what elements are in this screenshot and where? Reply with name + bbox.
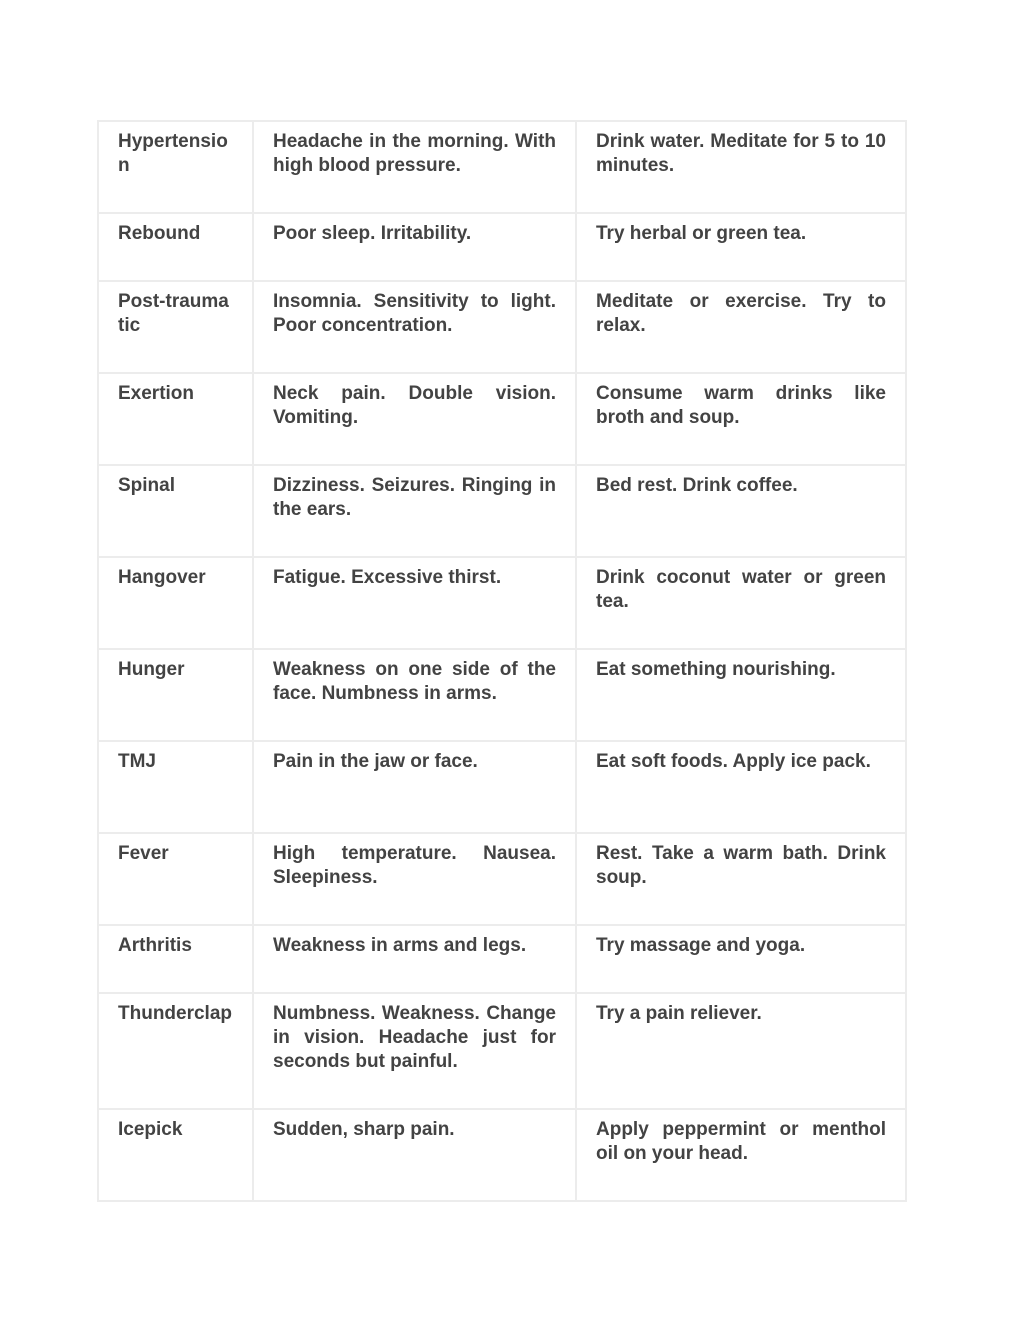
symptoms-cell: Insomnia. Sensitivity to light. Poor concentration. (253, 281, 576, 373)
symptoms-cell: Weakness in arms and legs. (253, 925, 576, 993)
symptoms-cell: Sudden, sharp pain. (253, 1109, 576, 1201)
symptoms-cell: High temperature. Nausea. Sleepiness. (253, 833, 576, 925)
table-row (98, 121, 906, 213)
symptoms-cell: Pain in the jaw or face. (253, 741, 576, 833)
remedy-cell: Eat soft foods. Apply ice pack. (576, 741, 906, 833)
headache-type-cell: Exertion (98, 373, 253, 465)
headache-type-cell: Hangover (98, 557, 253, 649)
symptoms-cell: Weakness on one side of the face. Numbness in arms. (253, 649, 576, 741)
table-row (98, 649, 906, 741)
table-row (98, 373, 906, 465)
table-row (98, 925, 906, 993)
table-row (98, 465, 906, 557)
table-row (98, 213, 906, 281)
headache-type-cell: Icepick (98, 1109, 253, 1201)
remedy-cell: Try a pain reliever. (576, 993, 906, 1109)
headache-type-cell: Thunderclap (98, 993, 253, 1109)
headache-type-cell: Arthritis (98, 925, 253, 993)
symptoms-cell: Fatigue. Excessive thirst. (253, 557, 576, 649)
remedy-cell: Drink water. Meditate for 5 to 10 minutes. (576, 121, 906, 213)
headache-type-cell: Fever (98, 833, 253, 925)
symptoms-cell: Numbness. Weakness. Change in vision. Headache just for seconds but painful. (253, 993, 576, 1109)
remedy-cell: Try massage and yoga. (576, 925, 906, 993)
headache-type-cell: Hunger (98, 649, 253, 741)
remedy-cell: Consume warm drinks like broth and soup. (576, 373, 906, 465)
remedy-cell: Try herbal or green tea. (576, 213, 906, 281)
remedy-cell: Eat something nourishing. (576, 649, 906, 741)
symptoms-cell: Headache in the morning. With high blood pressure. (253, 121, 576, 213)
headache-type-cell: Hypertension (98, 121, 253, 213)
remedy-cell: Drink coconut water or green tea. (576, 557, 906, 649)
remedy-cell: Rest. Take a warm bath. Drink soup. (576, 833, 906, 925)
table-row (98, 557, 906, 649)
headache-types-table (97, 120, 907, 1202)
remedy-cell: Bed rest. Drink coffee. (576, 465, 906, 557)
remedy-cell: Apply peppermint or menthol oil on your head. (576, 1109, 906, 1201)
symptoms-cell: Dizziness. Seizures. Ringing in the ears. (253, 465, 576, 557)
table-body (98, 121, 906, 1201)
table-row (98, 993, 906, 1109)
table-row (98, 741, 906, 833)
symptoms-cell: Neck pain. Double vision. Vomiting. (253, 373, 576, 465)
table-row (98, 281, 906, 373)
table-row (98, 1109, 906, 1201)
headache-type-cell: TMJ (98, 741, 253, 833)
headache-type-cell: Rebound (98, 213, 253, 281)
table-row (98, 833, 906, 925)
symptoms-cell: Poor sleep. Irritability. (253, 213, 576, 281)
headache-type-cell: Spinal (98, 465, 253, 557)
remedy-cell: Meditate or exercise. Try to relax. (576, 281, 906, 373)
headache-type-cell: Post-traumatic (98, 281, 253, 373)
